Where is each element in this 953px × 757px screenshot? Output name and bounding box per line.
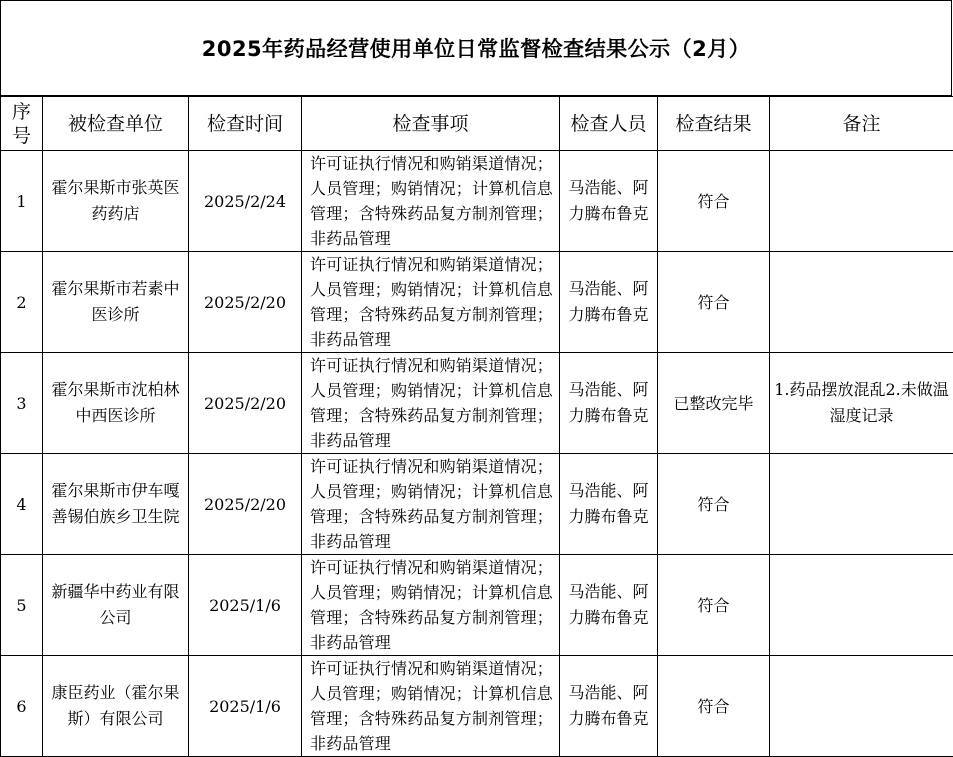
cell-seq: 6 (1, 656, 43, 757)
cell-items: 许可证执行情况和购销渠道情况；人员管理；购销情况；计算机信息管理；含特殊药品复方制剂管理；非药品管理 (302, 454, 560, 555)
cell-notes: 1.药品摆放混乱2.未做温湿度记录 (770, 353, 953, 454)
cell-items: 许可证执行情况和购销渠道情况；人员管理；购销情况；计算机信息管理；含特殊药品复方制剂管理；非药品管理 (302, 555, 560, 656)
cell-inspectors: 马浩能、阿力腾布鲁克 (560, 454, 658, 555)
cell-inspectors: 马浩能、阿力腾布鲁克 (560, 252, 658, 353)
cell-result: 符合 (658, 151, 770, 252)
cell-date: 2025/1/6 (189, 555, 302, 656)
cell-items: 许可证执行情况和购销渠道情况；人员管理；购销情况；计算机信息管理；含特殊药品复方制剂管理；非药品管理 (302, 151, 560, 252)
cell-result: 符合 (658, 656, 770, 757)
cell-inspectors: 马浩能、阿力腾布鲁克 (560, 151, 658, 252)
cell-unit: 霍尔果斯市若素中医诊所 (43, 252, 189, 353)
cell-date: 2025/2/20 (189, 454, 302, 555)
cell-notes (770, 555, 953, 656)
cell-unit: 霍尔果斯市沈柏林中西医诊所 (43, 353, 189, 454)
header-result: 检查结果 (658, 97, 770, 151)
cell-seq: 1 (1, 151, 43, 252)
table-row (1, 454, 953, 555)
cell-notes (770, 252, 953, 353)
cell-date: 2025/2/20 (189, 252, 302, 353)
cell-result: 符合 (658, 252, 770, 353)
cell-seq: 5 (1, 555, 43, 656)
page-title: 2025年药品经营使用单位日常监督检查结果公示（2月） (202, 33, 751, 63)
header-row (1, 97, 953, 151)
table-row (1, 151, 953, 252)
cell-unit: 霍尔果斯市张英医药药店 (43, 151, 189, 252)
cell-date: 2025/2/24 (189, 151, 302, 252)
cell-seq: 4 (1, 454, 43, 555)
table-row (1, 252, 953, 353)
cell-items: 许可证执行情况和购销渠道情况；人员管理；购销情况；计算机信息管理；含特殊药品复方制剂管理；非药品管理 (302, 252, 560, 353)
cell-items: 许可证执行情况和购销渠道情况；人员管理；购销情况；计算机信息管理；含特殊药品复方制剂管理；非药品管理 (302, 656, 560, 757)
cell-date: 2025/2/20 (189, 353, 302, 454)
cell-notes (770, 151, 953, 252)
header-date: 检查时间 (189, 97, 302, 151)
header-inspectors: 检查人员 (560, 97, 658, 151)
table-row (1, 353, 953, 454)
cell-result: 符合 (658, 555, 770, 656)
cell-unit: 康臣药业（霍尔果斯）有限公司 (43, 656, 189, 757)
cell-unit: 新疆华中药业有限公司 (43, 555, 189, 656)
cell-result: 已整改完毕 (658, 353, 770, 454)
cell-inspectors: 马浩能、阿力腾布鲁克 (560, 555, 658, 656)
table-row (1, 555, 953, 656)
cell-notes (770, 454, 953, 555)
cell-date: 2025/1/6 (189, 656, 302, 757)
cell-seq: 2 (1, 252, 43, 353)
cell-inspectors: 马浩能、阿力腾布鲁克 (560, 656, 658, 757)
cell-inspectors: 马浩能、阿力腾布鲁克 (560, 353, 658, 454)
cell-result: 符合 (658, 454, 770, 555)
cell-items: 许可证执行情况和购销渠道情况；人员管理；购销情况；计算机信息管理；含特殊药品复方制剂管理；非药品管理 (302, 353, 560, 454)
header-seq: 序号 (1, 97, 43, 151)
header-items: 检查事项 (302, 97, 560, 151)
cell-unit: 霍尔果斯市伊车嘎善锡伯族乡卫生院 (43, 454, 189, 555)
cell-seq: 3 (1, 353, 43, 454)
header-notes: 备注 (770, 97, 953, 151)
inspection-results-table (0, 96, 953, 757)
table-row (1, 656, 953, 757)
header-unit: 被检查单位 (43, 97, 189, 151)
cell-notes (770, 656, 953, 757)
title-row (0, 0, 952, 96)
